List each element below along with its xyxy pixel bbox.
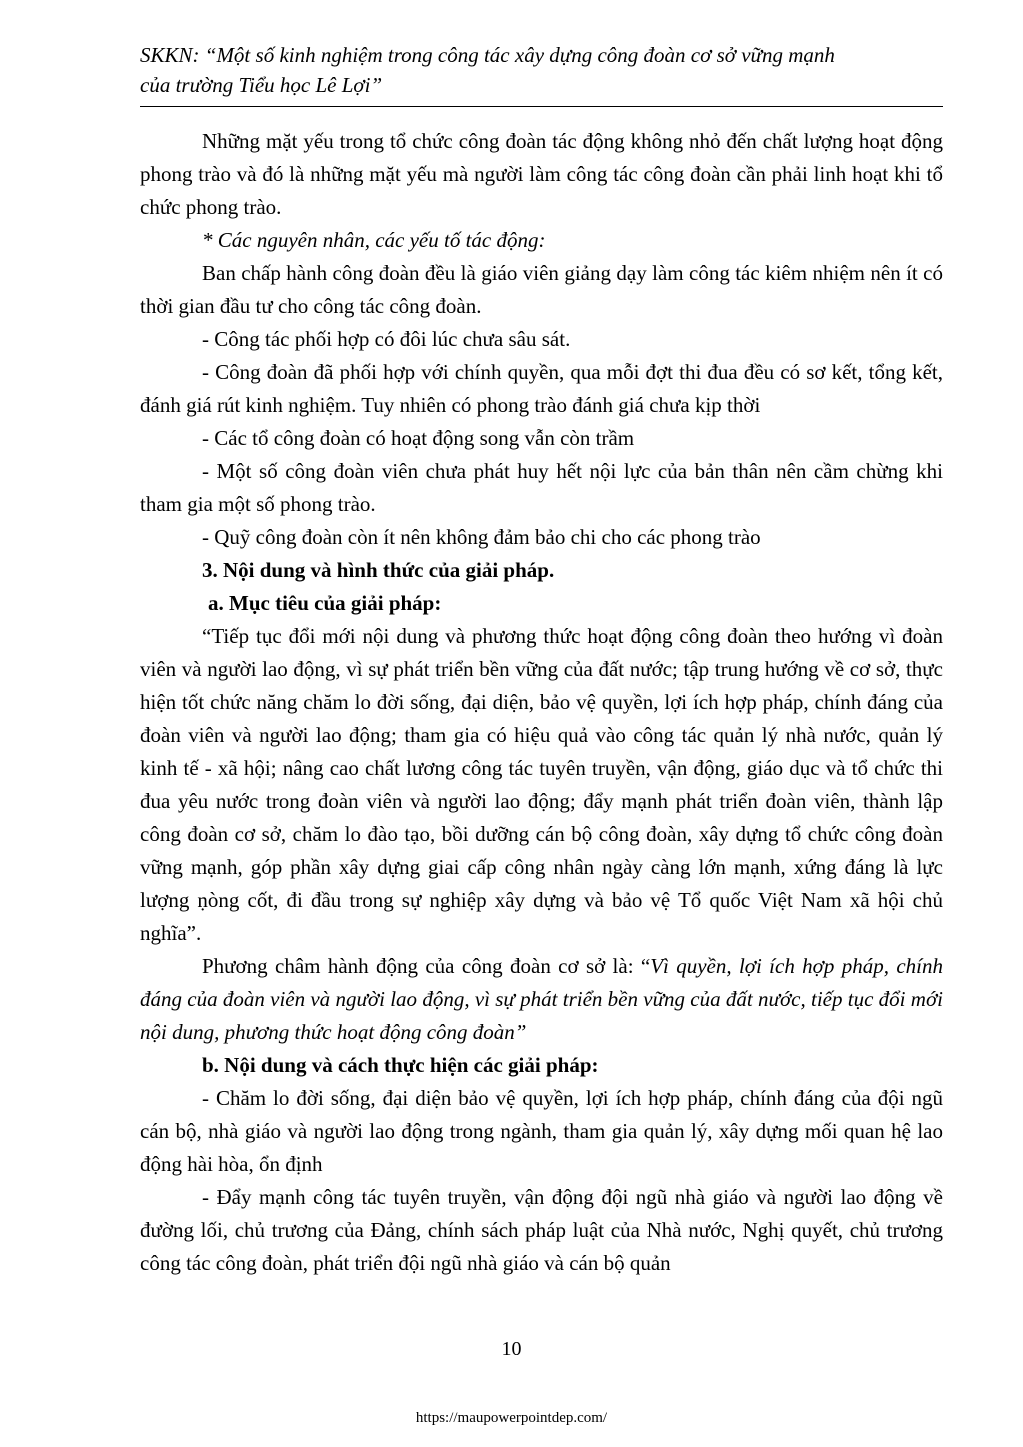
motto-quote: Vì quyền, lợi ích hợp pháp, chính đáng của đoàn viên và người lao động, vì sự phát triển bền vững của đất nước, tiếp tục đổi mới nội dung, phương thức hoạt động công đoàn”: [140, 954, 943, 1044]
footer-url: https://maupowerpointdep.com/: [415, 1410, 608, 1426]
paragraph-objective-quote: “Tiếp tục đổi mới nội dung và phương thức hoạt động công đoàn theo hướng vì đoàn viên và người lao động, vì sự phát triển bền vững của đất nước; tập trung hướng về cơ sở, thực hiện tốt chức năng chăm lo đời sống, đại diện, bảo vệ quyền, lợi ích hợp pháp, chính đáng của đoàn viên và người lao động; tham gia có hiệu quả vào công tác quản lý nhà nước, quản lý kinh tế - xã hội; nâng cao chất lương công tác tuyên truyền, vận động, giáo dục và tổ chức thi đua yêu nước trong đoàn viên và người lao động; đẩy mạnh phát triển đoàn viên, thành lập công đoàn cơ sở, chăm lo đào tạo, bồi dưỡng cán bộ công đoàn, xây dựng tổ chức công đoàn vững mạnh, góp phần xây dựng giai cấp công nhân ngày càng lớn mạnh, xứng đáng là lực lượng ṇòng cốt, đi đầu trong sự nghiệp xây dựng và bảo vệ Tổ quốc Việt Nam xã hội chủ nghĩa”.: [140, 624, 943, 945]
bullet-propaganda: - Đẩy mạnh công tác tuyên truyền, vận động đội ngũ nhà giáo và người lao động về đường lối, chủ trương của Đảng, chính sách pháp luật của Nhà nước, Nghị quyết, chủ trương công tác công đoàn, phát triển đội ngũ nhà giáo và cán bộ quản: [140, 1185, 943, 1275]
header-line-2: của trường Tiểu học Lê Lợi”: [140, 73, 383, 97]
bullet-care-for-life: - Chăm lo đời sống, đại diện bảo vệ quyền, lợi ích hợp pháp, chính đáng của đội ngũ cán bộ, nhà giáo và người lao động trong ngành, tham gia quản lý, xây dựng mối quan hệ lao động hài hòa, ổn định: [140, 1086, 943, 1176]
subheading-causes: * Các nguyên nhân, các yếu tố tác động:: [202, 228, 546, 252]
paragraph-weaknesses: Những mặt yếu trong tổ chức công đoàn tác động không nhỏ đến chất lượng hoạt động phong trào và đó là những mặt yếu mà người làm công tác công đoàn cần phải linh hoạt khi tổ chức phong trào.: [140, 129, 943, 219]
motto-intro: Phương châm hành động của công đoàn cơ sở là: “: [202, 954, 651, 978]
page-number: 10: [501, 1338, 522, 1360]
paragraph-motto: [140, 950, 943, 1049]
bullet-union-members: - Một số công đoàn viên chưa phát huy hết nội lực của bản thân nên cầm chừng khi tham gia một số phong trào.: [140, 459, 943, 516]
bullet-coordination: - Công tác phối hợp có đôi lúc chưa sâu sát.: [202, 327, 571, 351]
section-heading-a: a. Mục tiêu của giải pháp:: [208, 591, 442, 615]
section-heading-3: 3. Nội dung và hình thức của giải pháp.: [202, 558, 555, 582]
body-text: [140, 125, 943, 1280]
bullet-union-groups: - Các tổ công đoàn có hoạt động song vẫn còn trầm: [202, 426, 635, 450]
header-divider: [140, 106, 943, 107]
bullet-union-fund: - Quỹ công đoàn còn ít nên không đảm bảo chi cho các phong trào: [202, 525, 761, 549]
running-header: [140, 40, 943, 100]
header-line-1: SKKN: “Một số kinh nghiệm trong công tác xây dựng công đoàn cơ sở vững mạnh: [140, 43, 835, 67]
bullet-emulation-review: - Công đoàn đã phối hợp với chính quyền, qua mỗi đợt thi đua đều có sơ kết, tổng kết, đánh giá rút kinh nghiệm. Tuy nhiên có phong trào đánh giá chưa kịp thời: [140, 360, 943, 417]
paragraph-executive-committee: Ban chấp hành công đoàn đều là giáo viên giảng dạy làm công tác kiêm nhiệm nên ít có thời gian đầu tư cho công tác công đoàn.: [140, 261, 943, 318]
section-heading-b: b. Nội dung và cách thực hiện các giải pháp:: [202, 1053, 599, 1077]
